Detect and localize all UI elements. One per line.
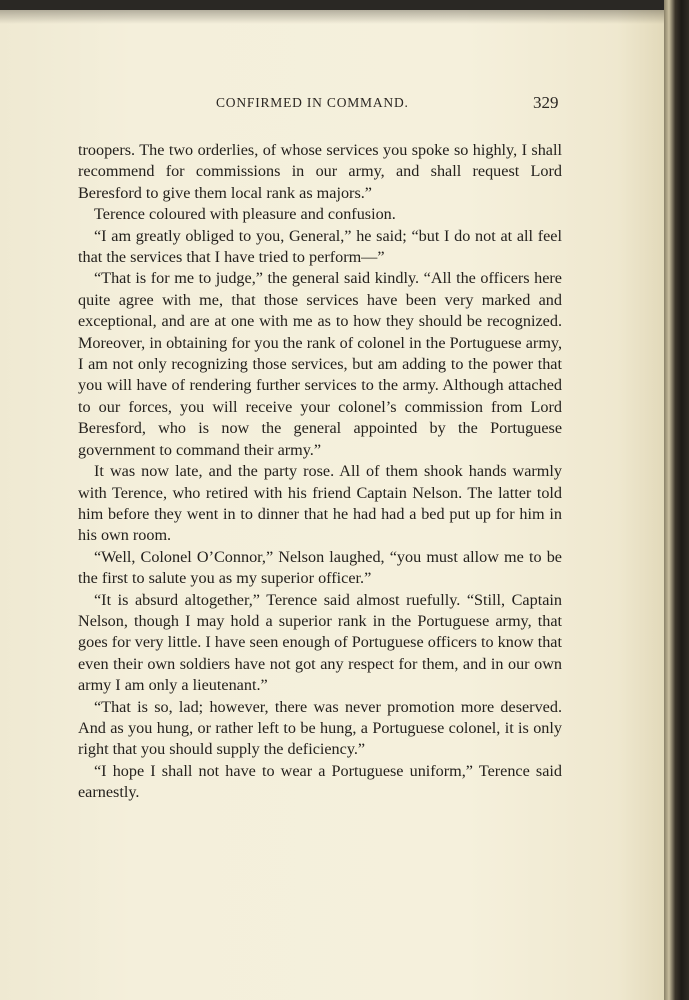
paragraph: troopers. The two orderlies, of whose services you spoke so highly, I shall recommend for commissions in our army, and shall request Lord Beresford to give them local rank as majors.” xyxy=(78,141,562,202)
paragraph: It was now late, and the party rose. All of them shook hands warmly with Terence, who retired with his friend Captain Nelson. The latter told him before they went in to dinner that he had had a bed put up for him in his own room. xyxy=(78,462,562,545)
paragraph: “That is so, lad; however, there was never promotion more deserved. And as you hung, or rather left to be hung, a Portuguese colonel, it is only right that you should supply the deficiency.” xyxy=(78,697,562,759)
running-title: CONFIRMED IN COMMAND. xyxy=(216,95,409,110)
paragraph: “Well, Colonel O’Connor,” Nelson laughed, “you must allow me to be the first to salute you as my superior officer.” xyxy=(78,547,562,588)
paragraph: “I hope I shall not have to wear a Portuguese uniform,” Terence said earnestly. xyxy=(78,761,562,802)
book-page xyxy=(0,10,664,1000)
paragraph: “That is for me to judge,” the general said kindly. “All the officers here quite agree with me, that those services have been very marked and exceptional, and are at one with me as to how they should be recognized. Moreover, in obtaining for you the rank of colonel in the Portuguese army, I am not only recognizing those services, but am adding to the power that you will have of rendering further services to the army. Although attached to our forces, you will receive your colonel’s commission from Lord Beresford, who is now the general appointed by the Portuguese government to command their army.” xyxy=(78,269,562,459)
book-spine-edge xyxy=(664,0,689,1000)
body-text xyxy=(78,140,562,804)
paragraph: “I am greatly obliged to you, General,” he said; “but I do not at all feel that the services that I have tried to perform—” xyxy=(78,226,562,267)
paragraph: “It is absurd altogether,” Terence said almost ruefully. “Still, Captain Nelson, though I may hold a superior rank in the Portuguese army, that goes for very little. I have seen enough of Portuguese officers to know that even their own soldiers have not got any respect for them, and in our own army I am only a lieutenant.” xyxy=(78,590,562,695)
page-number: 329 xyxy=(533,93,559,112)
running-head xyxy=(0,95,664,117)
paragraph: Terence coloured with pleasure and confusion. xyxy=(94,205,396,224)
top-shadow xyxy=(0,10,664,24)
